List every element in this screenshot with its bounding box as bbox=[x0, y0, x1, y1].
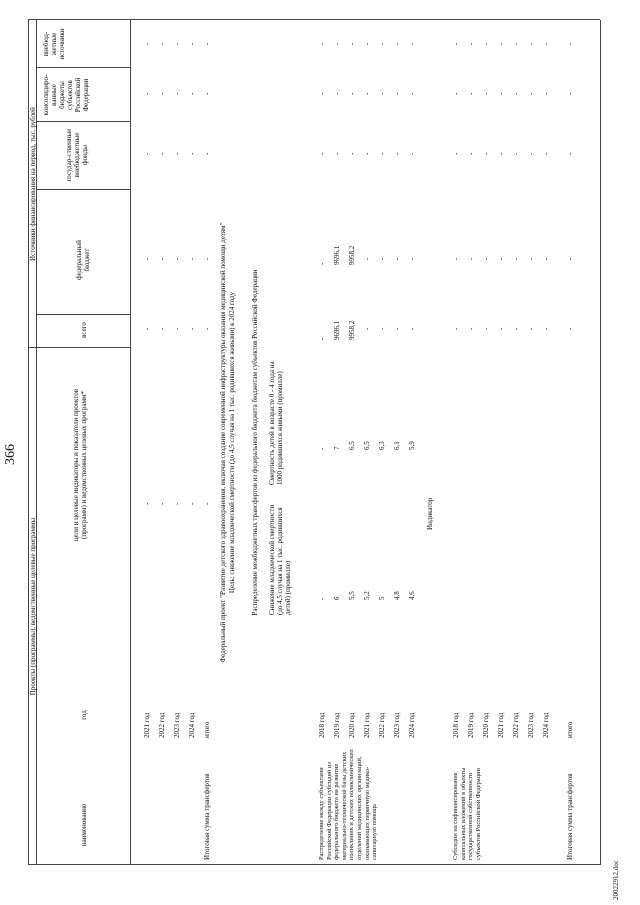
regional-cell: - bbox=[542, 92, 550, 95]
total-cell: - bbox=[497, 327, 505, 330]
col-total-header: всего bbox=[80, 322, 88, 338]
offbudget-cell: - bbox=[333, 152, 341, 155]
total-cell: - bbox=[566, 327, 574, 330]
federal-cell: - bbox=[363, 257, 371, 260]
other-cell: - bbox=[512, 42, 520, 45]
year-cell: 2023 год bbox=[173, 712, 181, 738]
year-cell: 2024 год bbox=[408, 712, 416, 738]
regional-cell: - bbox=[566, 92, 574, 95]
other-cell: - bbox=[318, 42, 326, 45]
offbudget-cell: - bbox=[143, 152, 151, 155]
other-cell: - bbox=[188, 42, 196, 45]
regional-cell: - bbox=[363, 92, 371, 95]
regional-cell: - bbox=[203, 92, 211, 95]
goals-cell: - bbox=[143, 502, 151, 505]
regional-cell: - bbox=[408, 92, 416, 95]
total-cell: - bbox=[173, 327, 181, 330]
federal-cell: - bbox=[566, 257, 574, 260]
offbudget-cell: - bbox=[348, 152, 356, 155]
indicator-b-cell: 6,1 bbox=[393, 441, 401, 450]
col-divider-4 bbox=[36, 67, 130, 68]
project-goal: Цель: снижение младенческой смертности (до 4,5 случая на 1 тыс. родившихся живыми) к 2024 году bbox=[228, 291, 236, 594]
total-cell: 9958,2 bbox=[348, 320, 356, 340]
indicator-a-header: Снижение младенческой смертности (до 4,5 случая на 1 тыс. родившихся детей) (промилле) bbox=[268, 504, 292, 615]
other-cell: - bbox=[333, 42, 341, 45]
offbudget-cell: - bbox=[467, 152, 475, 155]
total-cell: 9696,1 bbox=[333, 320, 341, 340]
year-cell: 2022 год bbox=[378, 712, 386, 738]
other-cell: - bbox=[348, 42, 356, 45]
regional-cell: - bbox=[378, 92, 386, 95]
federal-cell: - bbox=[203, 257, 211, 260]
total-cell: - bbox=[482, 327, 490, 330]
total-cell: - bbox=[363, 327, 371, 330]
other-cell: - bbox=[542, 42, 550, 45]
total-cell: - bbox=[527, 327, 535, 330]
indicator-a-cell: 5 bbox=[378, 596, 386, 600]
federal-cell: - bbox=[318, 262, 326, 265]
goals-cell: - bbox=[158, 502, 166, 505]
offbudget-cell: - bbox=[512, 152, 520, 155]
year-cell: 2021 год bbox=[363, 712, 371, 738]
year-cell: 2024 год bbox=[188, 712, 196, 738]
offbudget-cell: - bbox=[482, 152, 490, 155]
federal-cell: - bbox=[378, 257, 386, 260]
regional-cell: - bbox=[452, 92, 460, 95]
federal-cell: - bbox=[452, 257, 460, 260]
federal-cell: - bbox=[512, 257, 520, 260]
federal-cell: - bbox=[482, 257, 490, 260]
year-cell: 2019 год bbox=[333, 712, 341, 738]
other-cell: - bbox=[203, 42, 211, 45]
year-cell: итого bbox=[203, 721, 211, 738]
year-cell: 2021 год bbox=[497, 712, 505, 738]
offbudget-cell: - bbox=[566, 152, 574, 155]
offbudget-cell: - bbox=[497, 152, 505, 155]
total-cell: - bbox=[542, 327, 550, 330]
total-cell: - bbox=[452, 327, 460, 330]
indicator-a-cell: - bbox=[318, 597, 326, 600]
federal-cell: - bbox=[408, 257, 416, 260]
federal-cell: 9958,2 bbox=[348, 245, 356, 265]
other-cell: - bbox=[482, 42, 490, 45]
federal-cell: - bbox=[158, 257, 166, 260]
footer-filename: 20022912.doc bbox=[612, 860, 620, 900]
federal-cell: - bbox=[173, 257, 181, 260]
regional-cell: - bbox=[497, 92, 505, 95]
col-regional-header: консолидиро-ванные бюджеты субъектов Российской Федерации bbox=[42, 74, 90, 116]
indicator-b-cell: - bbox=[318, 447, 326, 450]
goals-cell: - bbox=[203, 502, 211, 505]
offbudget-cell: - bbox=[188, 152, 196, 155]
year-cell: 2022 год bbox=[512, 712, 520, 738]
regional-cell: - bbox=[173, 92, 181, 95]
other-cell: - bbox=[566, 42, 574, 45]
year-cell: 2024 год bbox=[542, 712, 550, 738]
other-cell: - bbox=[173, 42, 181, 45]
year-cell: 2018 год bbox=[452, 712, 460, 738]
offbudget-cell: - bbox=[158, 152, 166, 155]
regional-cell: - bbox=[527, 92, 535, 95]
col-offbudget-header: государ-ственные внебюджетные фонды bbox=[65, 128, 89, 182]
offbudget-cell: - bbox=[378, 152, 386, 155]
border-right bbox=[28, 19, 600, 20]
year-cell: итого bbox=[566, 721, 574, 738]
col-other-header: внебюд-жетные источники bbox=[42, 28, 66, 60]
year-cell: 2023 год bbox=[393, 712, 401, 738]
col-year-header: год bbox=[80, 710, 88, 720]
federal-cell: 9696,1 bbox=[333, 245, 341, 265]
federal-cell: - bbox=[497, 257, 505, 260]
regional-cell: - bbox=[467, 92, 475, 95]
offbudget-cell: - bbox=[527, 152, 535, 155]
total-row-label: Итоговая сумма трансфертов bbox=[566, 773, 574, 860]
year-cell: 2021 год bbox=[143, 712, 151, 738]
other-cell: - bbox=[363, 42, 371, 45]
year-cell: 2018 год bbox=[318, 712, 326, 738]
offbudget-cell: - bbox=[393, 152, 401, 155]
offbudget-cell: - bbox=[203, 152, 211, 155]
total-cell: - bbox=[467, 327, 475, 330]
federal-cell: - bbox=[467, 257, 475, 260]
indicator-b-cell: 6,5 bbox=[363, 441, 371, 450]
col-goals-header: цели и целевые индикаторы и показатели проектов (программ) и ведомственных целевых программ* bbox=[72, 388, 88, 542]
offbudget-cell: - bbox=[173, 152, 181, 155]
project-title: Федеральный проект "Развитие детского здравоохранения, включая создание современной инфраструктуры оказания медицинской помощи детям" bbox=[219, 222, 227, 663]
regional-cell: - bbox=[188, 92, 196, 95]
other-cell: - bbox=[408, 42, 416, 45]
programs-group-header: Проекты (программы), ведомственные целевые программы bbox=[29, 517, 37, 696]
total-cell: - bbox=[378, 327, 386, 330]
indicator-b-cell: 6,5 bbox=[348, 441, 356, 450]
year-cell: 2019 год bbox=[467, 712, 475, 738]
regional-cell: - bbox=[143, 92, 151, 95]
other-cell: - bbox=[527, 42, 535, 45]
indicator-a-cell: 5,2 bbox=[363, 591, 371, 600]
federal-cell: - bbox=[143, 257, 151, 260]
regional-cell: - bbox=[318, 92, 326, 95]
indicator-a-cell: 4,6 bbox=[408, 591, 416, 600]
other-cell: - bbox=[467, 42, 475, 45]
regional-cell: - bbox=[512, 92, 520, 95]
indicator-b-cell: 7 bbox=[333, 446, 341, 450]
indicator-b-cell: 6,3 bbox=[378, 441, 386, 450]
other-cell: - bbox=[158, 42, 166, 45]
total-cell: - bbox=[318, 337, 326, 340]
block2-name: Субсидии на софинансирование капитальных вложений в объекты государственной собственности субъектов Российской Федерации bbox=[452, 767, 482, 860]
year-cell: 2023 год bbox=[527, 712, 535, 738]
total-cell: - bbox=[143, 327, 151, 330]
indicator-b-cell: 5,9 bbox=[408, 441, 416, 450]
year-cell: 2020 год bbox=[348, 712, 356, 738]
offbudget-cell: - bbox=[318, 152, 326, 155]
indicator-label: Индикатор bbox=[426, 497, 434, 530]
col-name-header: наименование bbox=[80, 803, 88, 847]
total-cell: - bbox=[512, 327, 520, 330]
group-divider bbox=[28, 347, 130, 348]
distribution-title: Распределение межбюджетных трансфертов из федерального бюджета бюджетам субъектов Российской Федерации bbox=[251, 269, 259, 616]
other-cell: - bbox=[143, 42, 151, 45]
offbudget-cell: - bbox=[363, 152, 371, 155]
other-cell: - bbox=[452, 42, 460, 45]
federal-cell: - bbox=[393, 257, 401, 260]
offbudget-cell: - bbox=[408, 152, 416, 155]
goals-cell: - bbox=[173, 502, 181, 505]
federal-cell: - bbox=[542, 257, 550, 260]
regional-cell: - bbox=[158, 92, 166, 95]
total-cell: - bbox=[393, 327, 401, 330]
indicator-a-cell: 6 bbox=[333, 596, 341, 600]
other-cell: - bbox=[497, 42, 505, 45]
federal-cell: - bbox=[527, 257, 535, 260]
other-cell: - bbox=[378, 42, 386, 45]
indicator-a-cell: 5,5 bbox=[348, 591, 356, 600]
total-cell: - bbox=[408, 327, 416, 330]
total-cell: - bbox=[188, 327, 196, 330]
regional-cell: - bbox=[333, 92, 341, 95]
table-bottom-border bbox=[600, 20, 601, 865]
regional-cell: - bbox=[393, 92, 401, 95]
indicator-b-header: Смертность детей в возрасте 0 - 4 года на 1000 родившихся живыми (промилле) bbox=[268, 361, 284, 485]
col-federal-header: федеральный бюджет bbox=[75, 240, 91, 280]
other-cell: - bbox=[393, 42, 401, 45]
header-bottom-border bbox=[130, 20, 131, 865]
sources-group-header: Источники финансирования на период, тыс. рублей bbox=[29, 107, 37, 261]
regional-cell: - bbox=[482, 92, 490, 95]
offbudget-cell: - bbox=[542, 152, 550, 155]
federal-cell: - bbox=[188, 257, 196, 260]
offbudget-cell: - bbox=[452, 152, 460, 155]
total-row-label: Итоговая сумма трансфертов bbox=[203, 773, 211, 860]
col-divider-3 bbox=[36, 121, 130, 122]
col-divider-2 bbox=[36, 189, 130, 190]
total-cell: - bbox=[203, 327, 211, 330]
year-cell: 2020 год bbox=[482, 712, 490, 738]
block1-name: Распределение между субъектами Российской Федерации субсидий из федерального бюджета на развитие материально-технической базы детских поликлиник и детских поликлинических отделений медицинских организаций, оказывающих первичную медико-санитарную помощь bbox=[318, 749, 379, 860]
year-cell: 2022 год bbox=[158, 712, 166, 738]
regional-cell: - bbox=[348, 92, 356, 95]
goals-cell: - bbox=[188, 502, 196, 505]
page-number: 366 bbox=[3, 444, 18, 465]
total-cell: - bbox=[158, 327, 166, 330]
indicator-a-cell: 4,8 bbox=[393, 591, 401, 600]
border-left bbox=[28, 864, 600, 865]
